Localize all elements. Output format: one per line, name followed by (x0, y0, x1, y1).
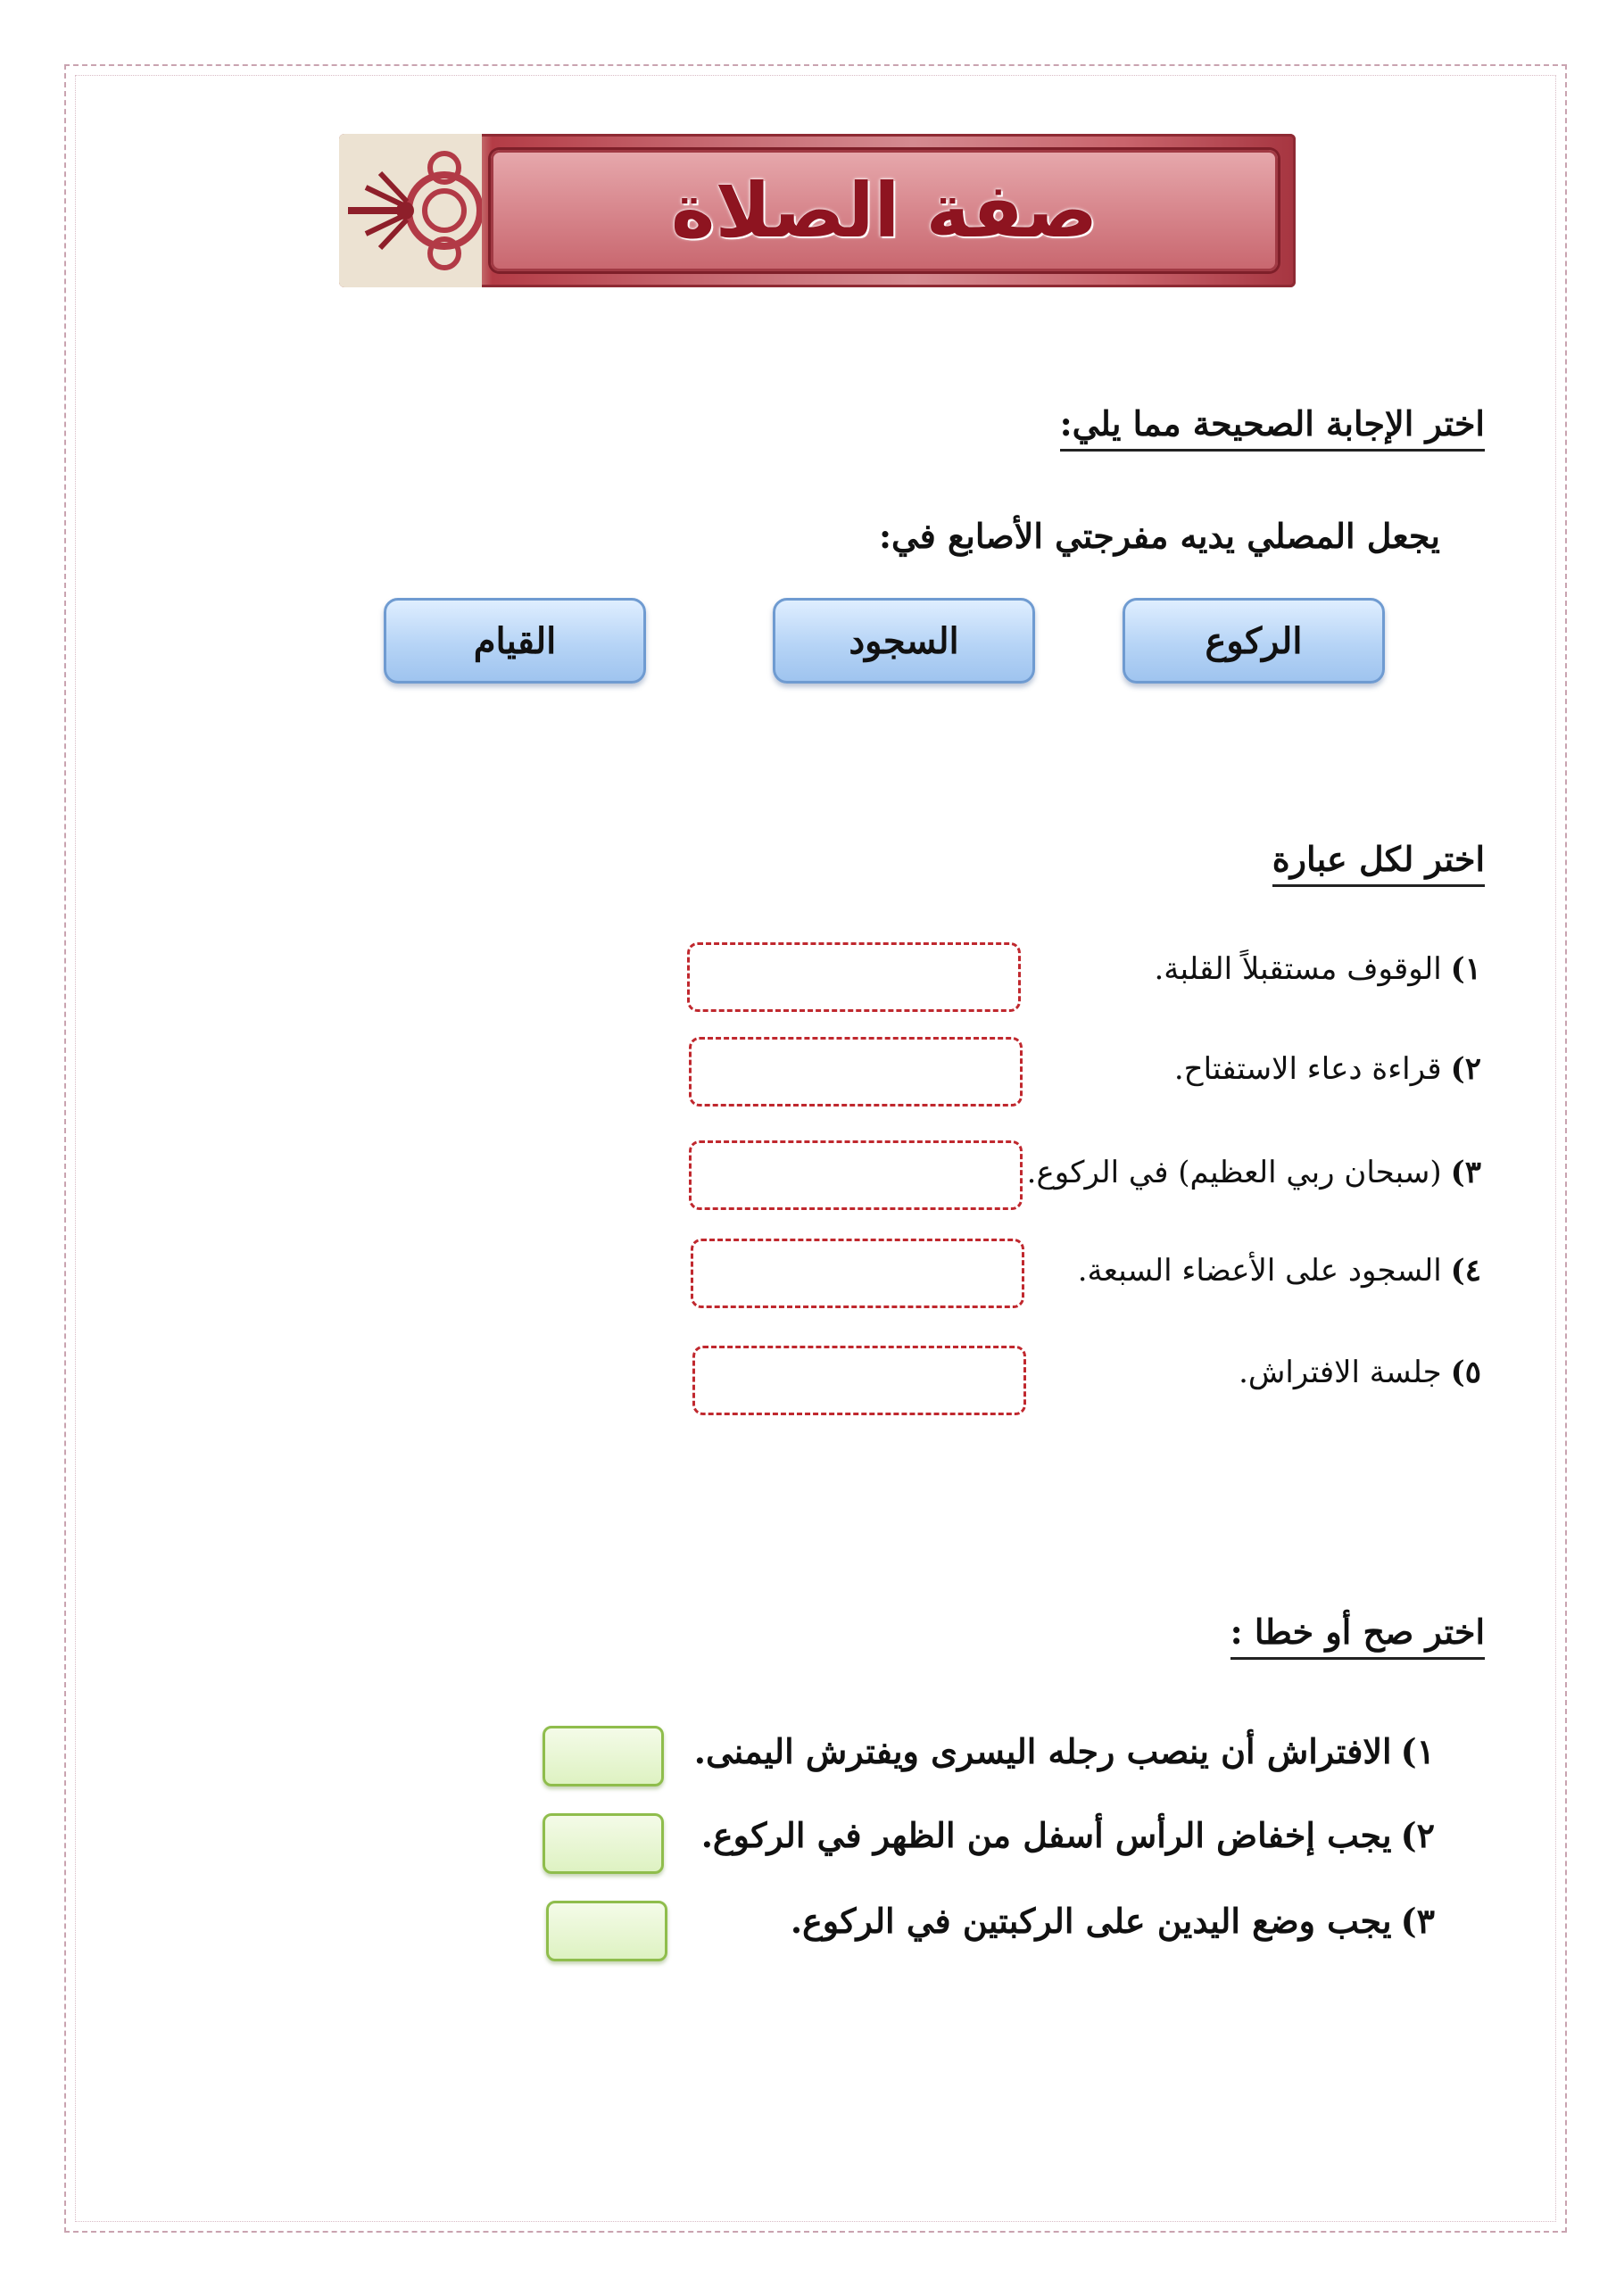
match-item (1154, 951, 1481, 987)
item-number: ١) (1400, 1731, 1435, 1771)
item-text: يجب وضع اليدين على الركبتين في الركوع. (790, 1901, 1392, 1941)
true-false-box-3[interactable] (546, 1901, 667, 1961)
item-number: ٥) (1450, 1355, 1481, 1390)
item-text: جلسة الافتراش. (1239, 1355, 1442, 1390)
title-banner (339, 134, 1296, 287)
ornament-area (339, 134, 482, 287)
item-number: ٣) (1400, 1901, 1435, 1941)
item-text: الافتراش أن ينصب رجله اليسرى ويفترش اليمنى. (693, 1731, 1392, 1771)
match-item (1239, 1355, 1481, 1390)
true-false-box-1[interactable] (543, 1726, 664, 1786)
item-text: الوقوف مستقبلاً القلبة. (1154, 951, 1442, 987)
section1-heading: اختر الإجابة الصحيحة مما يلي: (1060, 403, 1485, 452)
answer-box-4[interactable] (691, 1239, 1024, 1308)
choice-qiyam-button[interactable]: القيام (384, 598, 646, 684)
answer-box-3[interactable] (689, 1140, 1023, 1210)
true-false-item (701, 1815, 1435, 1855)
choice-rukoo-button[interactable]: الركوع (1123, 598, 1385, 684)
item-number: ٢) (1450, 1051, 1481, 1087)
floral-ornament-icon (339, 134, 482, 287)
item-text: يجب إخفاض الرأس أسفل من الظهر في الركوع. (700, 1815, 1392, 1855)
true-false-item (694, 1731, 1435, 1771)
item-text: قراءة دعاء الاستفتاح. (1173, 1051, 1442, 1087)
match-item (1174, 1051, 1481, 1087)
answer-box-5[interactable] (692, 1346, 1026, 1415)
item-number: ٣) (1450, 1155, 1481, 1190)
true-false-box-2[interactable] (543, 1813, 664, 1874)
item-text: السجود على الأعضاء السبعة. (1077, 1253, 1442, 1289)
page-title: صفة الصلاة (670, 167, 1098, 254)
answer-box-1[interactable] (687, 942, 1021, 1012)
section3-heading: اختر صح أو خطا : (1230, 1612, 1485, 1660)
item-text: (سبحان ربي العظيم) في الركوع. (1026, 1155, 1442, 1190)
item-number: ٤) (1450, 1253, 1481, 1289)
section1-question: يجعل المصلي يديه مفرجتي الأصابع في: (878, 516, 1440, 556)
item-number: ٢) (1400, 1815, 1435, 1855)
answer-box-2[interactable] (689, 1037, 1023, 1107)
section2-heading: اختر لكل عبارة (1272, 839, 1485, 887)
choice-sujood-button[interactable]: السجود (773, 598, 1035, 684)
match-item (1027, 1155, 1481, 1190)
item-number: ١) (1450, 951, 1481, 987)
true-false-item (791, 1901, 1435, 1941)
match-item (1078, 1253, 1481, 1289)
